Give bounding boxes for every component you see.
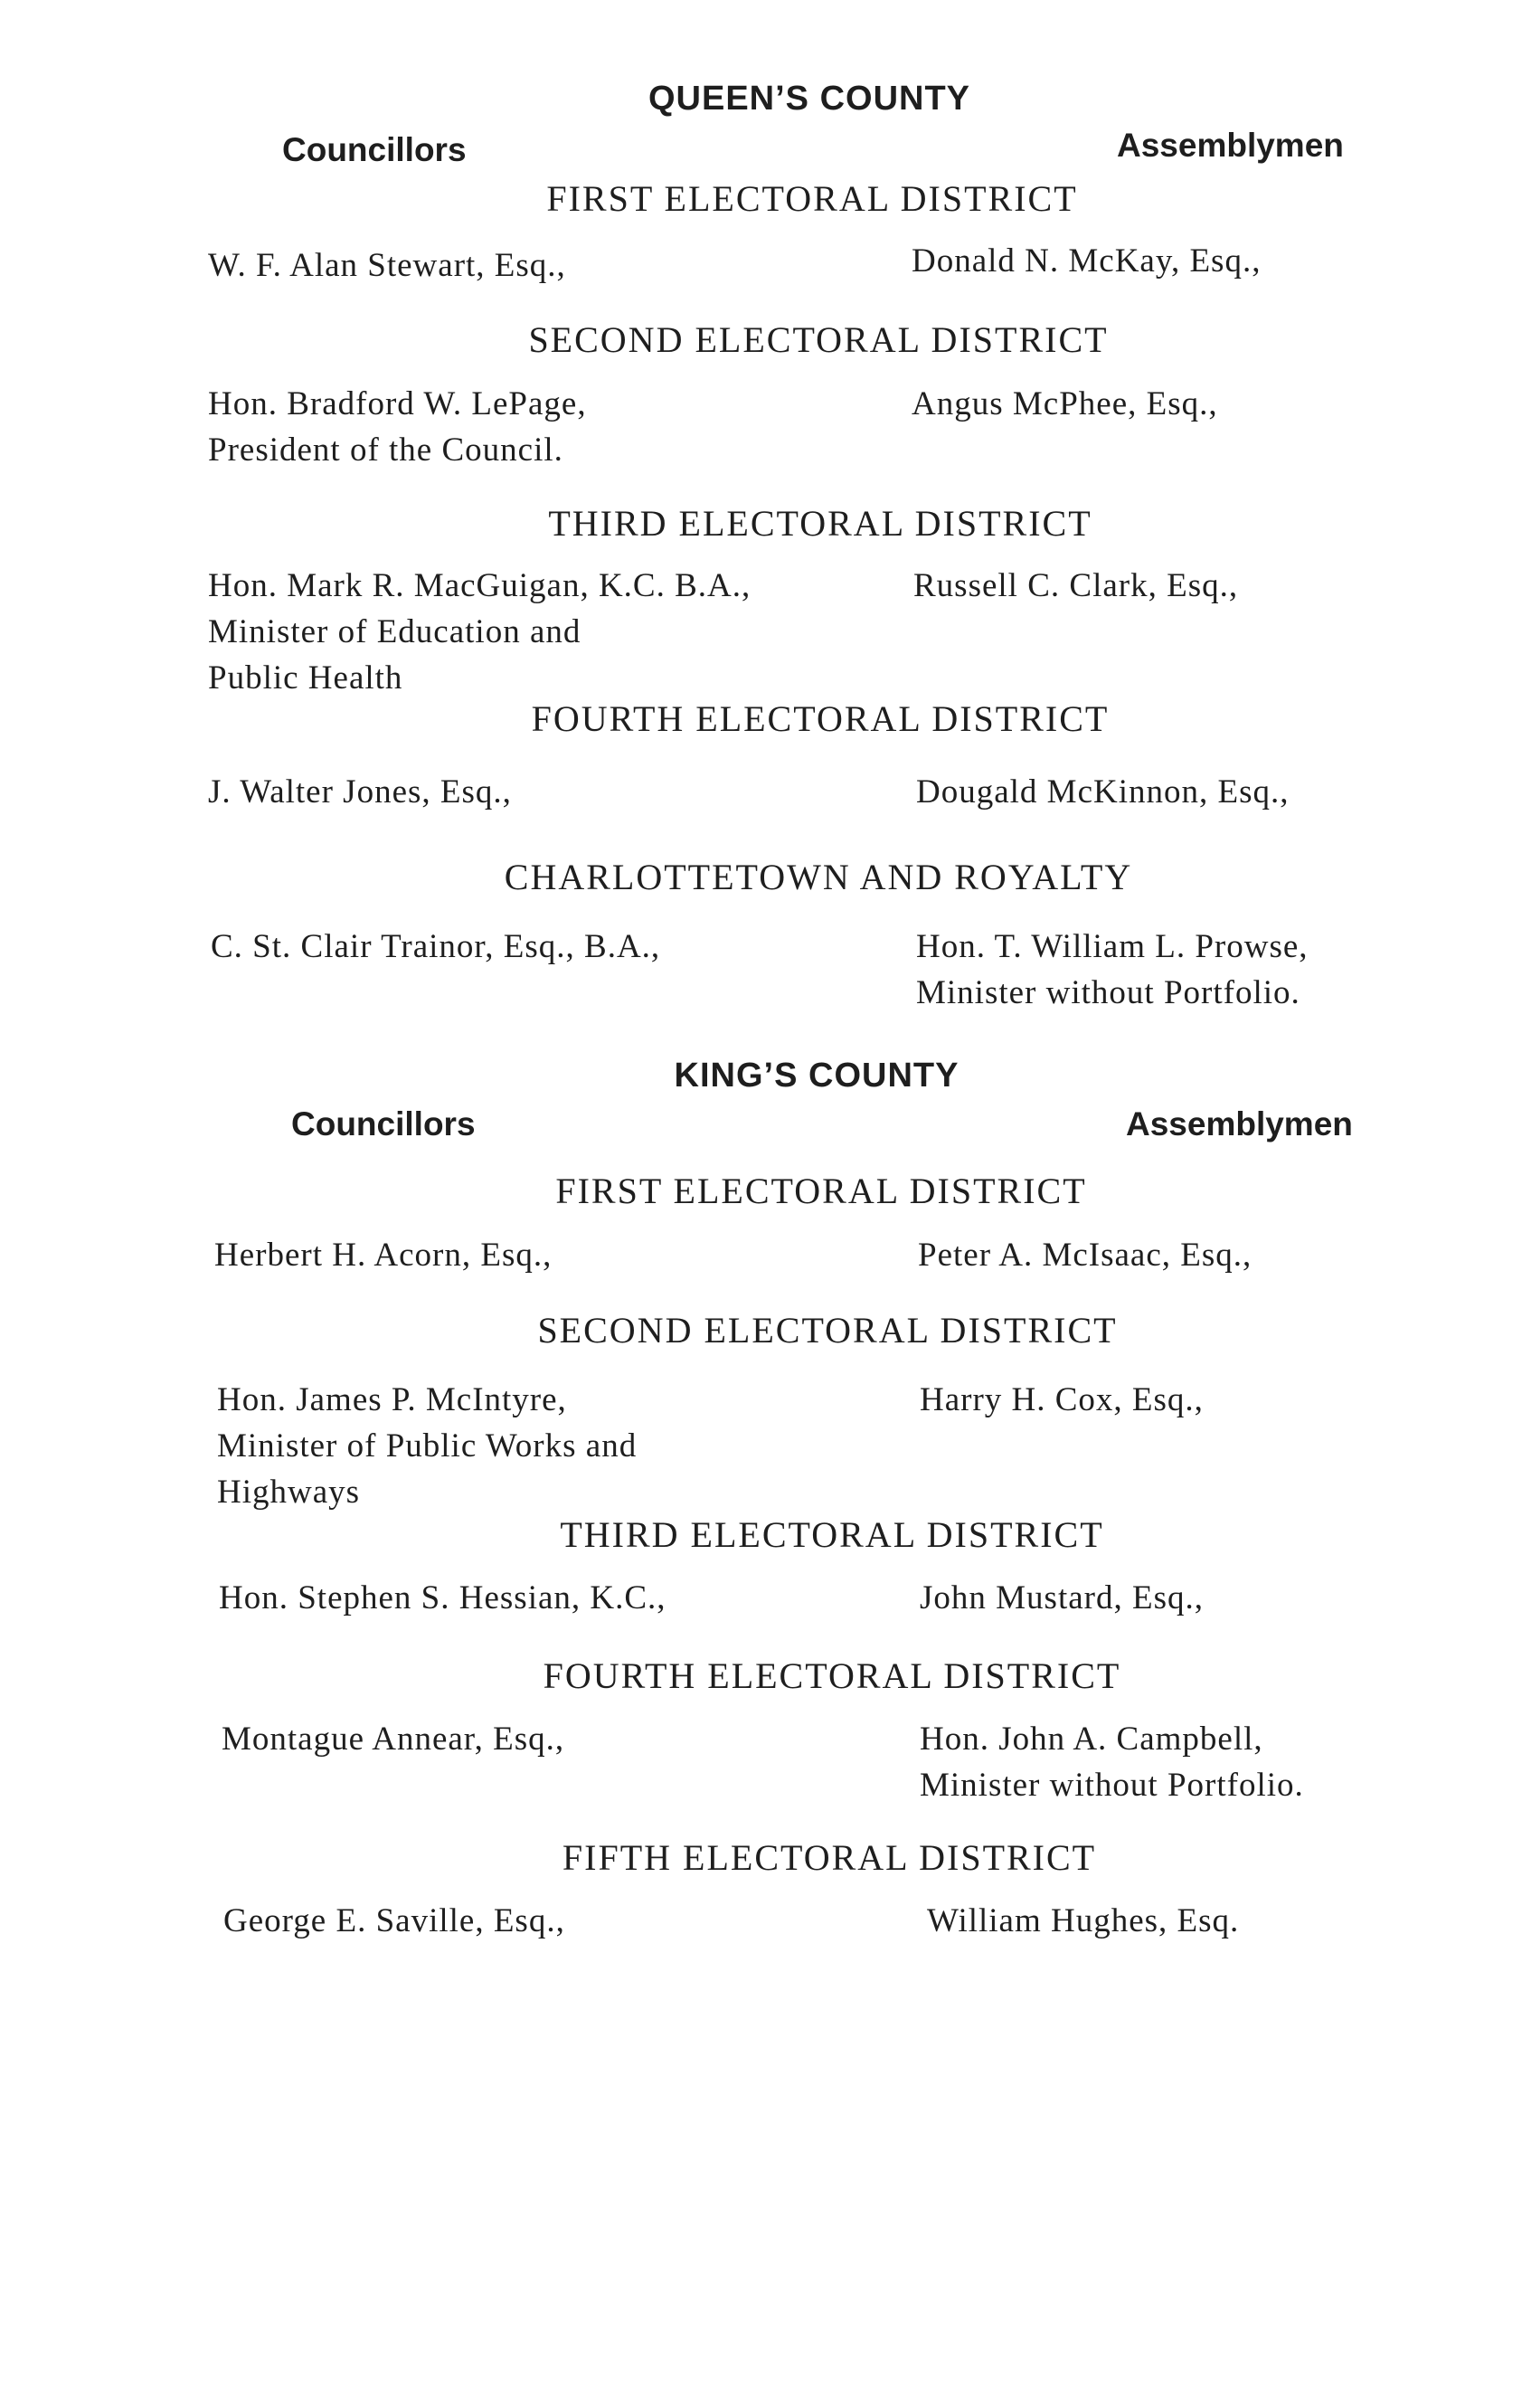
assemblyman-line: Harry H. Cox, Esq., bbox=[920, 1381, 1204, 1418]
assemblyman-line: William Hughes, Esq. bbox=[927, 1902, 1240, 1939]
district-heading: FOURTH ELECTORAL DISTRICT bbox=[531, 698, 1110, 739]
district-heading: FIFTH ELECTORAL DISTRICT bbox=[562, 1837, 1097, 1878]
councillor-line: Highways bbox=[217, 1474, 361, 1511]
councillor-line: W. F. Alan Stewart, Esq., bbox=[208, 247, 566, 284]
councillor-line: Hon. James P. McIntyre, bbox=[217, 1381, 567, 1418]
district-heading: THIRD ELECTORAL DISTRICT bbox=[548, 503, 1092, 544]
assemblyman-line: Hon. T. William L. Prowse, bbox=[916, 928, 1309, 965]
assemblyman-entry bbox=[920, 1377, 1204, 1423]
assemblyman-entry bbox=[916, 924, 1309, 1016]
councillor-line: Hon. Mark R. MacGuigan, K.C. B.A., bbox=[208, 567, 752, 604]
assemblyman-entry bbox=[918, 1232, 1252, 1278]
district-heading: FIRST ELECTORAL DISTRICT bbox=[546, 178, 1078, 219]
councillor-line: Hon. Bradford W. LePage, bbox=[208, 385, 587, 422]
county-title-kings: KING’S COUNTY bbox=[674, 1057, 960, 1095]
councillor-entry bbox=[208, 563, 751, 701]
assemblyman-entry bbox=[916, 769, 1290, 815]
councillor-entry bbox=[214, 1232, 552, 1278]
councillor-line: C. St. Clair Trainor, Esq., B.A., bbox=[211, 928, 661, 965]
assemblyman-line: Minister without Portfolio. bbox=[920, 1767, 1304, 1804]
councillor-line: Hon. Stephen S. Hessian, K.C., bbox=[219, 1579, 666, 1616]
assemblyman-entry bbox=[913, 563, 1238, 609]
assemblyman-line: Russell C. Clark, Esq., bbox=[913, 567, 1239, 604]
councillor-line: Minister of Public Works and bbox=[217, 1427, 638, 1465]
assemblyman-line: Peter A. McIsaac, Esq., bbox=[918, 1237, 1253, 1274]
assemblyman-entry bbox=[920, 1716, 1304, 1808]
councillor-entry bbox=[222, 1716, 564, 1762]
councillor-line: Public Health bbox=[208, 659, 403, 697]
assemblyman-line: Dougald McKinnon, Esq., bbox=[916, 773, 1290, 811]
councillor-entry bbox=[208, 769, 512, 815]
councillors-heading-kings: Councillors bbox=[291, 1105, 476, 1142]
assemblyman-entry bbox=[912, 381, 1218, 427]
district-heading: FOURTH ELECTORAL DISTRICT bbox=[543, 1655, 1121, 1696]
councillor-entry bbox=[217, 1377, 637, 1515]
councillor-entry bbox=[211, 924, 660, 970]
councillor-entry bbox=[208, 242, 566, 289]
councillor-line: President of the Council. bbox=[208, 431, 563, 469]
councillor-line: Minister of Education and bbox=[208, 613, 581, 650]
councillor-line: J. Walter Jones, Esq., bbox=[208, 773, 512, 811]
assemblyman-line: Donald N. McKay, Esq., bbox=[912, 242, 1262, 280]
councillor-entry bbox=[208, 381, 587, 473]
district-heading: THIRD ELECTORAL DISTRICT bbox=[560, 1514, 1104, 1555]
assemblyman-entry bbox=[912, 238, 1261, 284]
assemblymen-heading-queens: Assemblymen bbox=[1117, 127, 1344, 164]
assemblymen-heading-kings: Assemblymen bbox=[1126, 1105, 1353, 1142]
assemblyman-entry bbox=[927, 1898, 1239, 1944]
councillors-heading-queens: Councillors bbox=[282, 131, 467, 168]
district-heading: CHARLOTTETOWN AND ROYALTY bbox=[504, 857, 1133, 897]
councillor-line: Herbert H. Acorn, Esq., bbox=[214, 1237, 553, 1274]
assemblyman-line: Minister without Portfolio. bbox=[916, 974, 1300, 1011]
councillor-line: Montague Annear, Esq., bbox=[222, 1721, 565, 1758]
district-heading: FIRST ELECTORAL DISTRICT bbox=[555, 1171, 1087, 1211]
assemblyman-entry bbox=[920, 1575, 1204, 1621]
district-heading: SECOND ELECTORAL DISTRICT bbox=[528, 319, 1109, 360]
assemblyman-line: John Mustard, Esq., bbox=[920, 1579, 1204, 1616]
councillor-entry bbox=[223, 1898, 565, 1944]
councillor-line: George E. Saville, Esq., bbox=[223, 1902, 565, 1939]
assemblyman-line: Angus McPhee, Esq., bbox=[912, 385, 1218, 422]
councillor-entry bbox=[219, 1575, 666, 1621]
county-title-queens: QUEEN’S COUNTY bbox=[648, 80, 971, 118]
assemblyman-line: Hon. John A. Campbell, bbox=[920, 1721, 1263, 1758]
district-heading: SECOND ELECTORAL DISTRICT bbox=[537, 1310, 1118, 1351]
